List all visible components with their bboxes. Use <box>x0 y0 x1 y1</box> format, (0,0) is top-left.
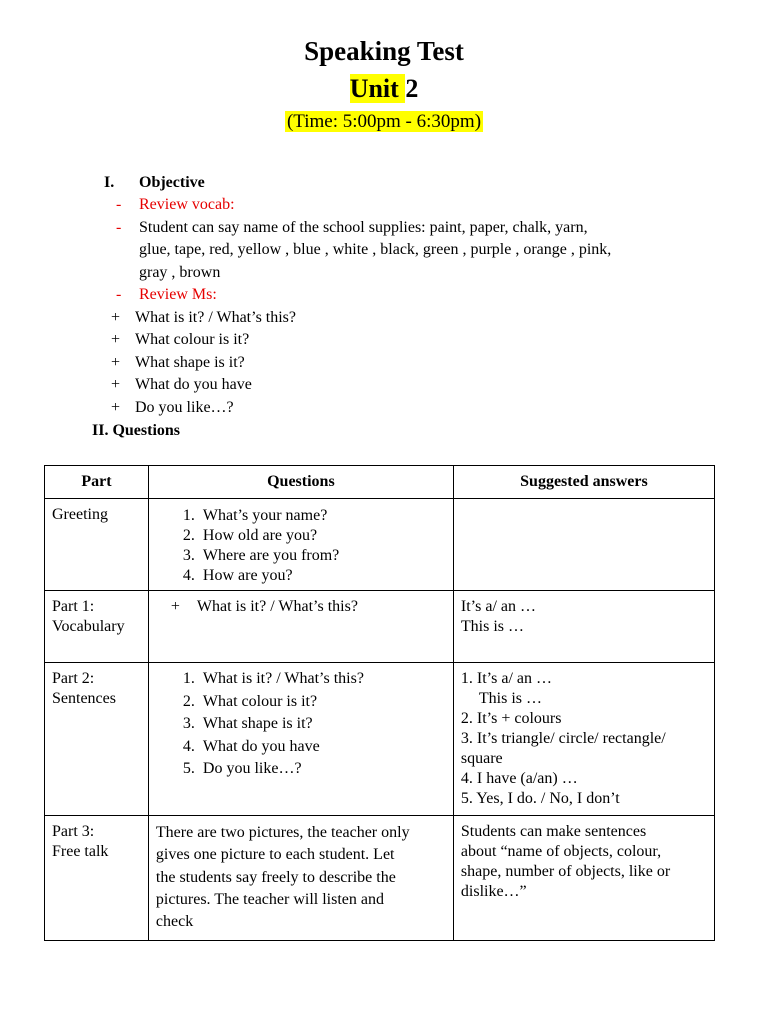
questions-cell <box>148 816 453 941</box>
list-item: 2. How old are you? <box>199 526 453 546</box>
part3-question <box>149 816 453 939</box>
answers-cell <box>453 591 714 663</box>
plus-bullet: + <box>111 354 121 371</box>
answers-cell <box>453 816 714 941</box>
answer-line: This is … <box>460 618 525 635</box>
ms-item <box>111 352 245 375</box>
part-cell <box>45 499 149 591</box>
list-item: 1. What’s your name? <box>199 506 453 526</box>
plus-bullet: + <box>111 399 121 416</box>
part-name: Sentences <box>52 690 116 707</box>
plus-bullet: + <box>111 309 121 326</box>
ms-item-text: What do you have <box>135 376 252 393</box>
ms-item <box>111 397 234 420</box>
table-row-part2 <box>45 663 715 816</box>
table-row-greeting <box>45 499 715 591</box>
dash-bullet: - <box>116 219 122 236</box>
part-number: Part 1: <box>52 598 95 615</box>
list-item: 2. What colour is it? <box>199 691 453 714</box>
table-header-row <box>45 466 715 499</box>
header-part: Part <box>45 466 149 499</box>
part-number: Part 2: <box>52 670 95 687</box>
answer-line: 3. It’s triangle/ circle/ rectangle/ <box>460 730 666 747</box>
time-range <box>0 110 768 134</box>
part-cell <box>45 816 149 941</box>
questions-cell <box>148 499 453 591</box>
ms-item <box>111 307 297 330</box>
part-cell <box>45 591 149 663</box>
vocab-line-3: gray , brown <box>139 264 221 281</box>
part-label <box>45 591 148 643</box>
list-item: 5. Do you like…? <box>199 758 453 781</box>
questions-cell <box>148 663 453 816</box>
list-item: 4. What do you have <box>199 736 453 759</box>
unit-word: Unit <box>349 74 406 103</box>
objective-title: Objective <box>139 174 205 191</box>
part-label <box>45 663 148 715</box>
plus-bullet: + <box>170 598 180 615</box>
list-item: 3. What shape is it? <box>199 713 453 736</box>
ms-item <box>111 329 250 352</box>
answer-line: 1. It’s a/ an … <box>460 670 552 687</box>
doc-title: Speaking Test <box>304 36 464 66</box>
list-item: 4. How are you? <box>199 566 453 586</box>
question-line: gives one picture to each student. Let <box>155 846 395 864</box>
greeting-questions <box>149 506 453 586</box>
dash-bullet: - <box>116 286 122 303</box>
answer-line: square <box>460 750 503 767</box>
answer-line: 5. Yes, I do. / No, I don’t <box>460 790 620 807</box>
part-label: Greeting <box>52 506 108 523</box>
questions-heading: II. Questions <box>92 422 181 439</box>
answer-line: 2. It’s + colours <box>460 710 562 727</box>
part1-answers <box>454 591 714 643</box>
part-number: Part 3: <box>52 823 95 840</box>
answer-line: It’s a/ an … <box>460 598 536 615</box>
part2-answers <box>454 663 714 815</box>
vocab-line-2: glue, tape, red, yellow , blue , white , black, green , purple , orange , pink, <box>139 241 612 258</box>
review-ms-label: Review Ms: <box>139 286 217 303</box>
ms-item-text: Do you like…? <box>135 399 234 416</box>
part-name: Vocabulary <box>52 618 125 635</box>
ms-item-text: What is it? / What’s this? <box>135 309 297 326</box>
part1-question <box>149 591 453 623</box>
part2-questions <box>149 668 453 781</box>
review-ms-item <box>116 284 217 307</box>
unit-number: 2 <box>405 74 419 103</box>
ms-item <box>111 374 252 397</box>
ms-item-text: What shape is it? <box>135 354 245 371</box>
answer-line: Students can make sentences <box>460 823 647 840</box>
answers-cell <box>453 499 714 591</box>
part-cell <box>45 663 149 816</box>
questions-table <box>44 465 715 941</box>
list-item: 1. What is it? / What’s this? <box>199 668 453 691</box>
table-row-part1 <box>45 591 715 663</box>
answer-line: This is … <box>478 690 543 707</box>
list-item: 3. Where are you from? <box>199 546 453 566</box>
part3-answers <box>454 816 714 908</box>
plus-bullet: + <box>111 376 121 393</box>
time-text: (Time: 5:00pm - 6:30pm) <box>286 111 482 132</box>
question-line: the students say freely to describe the <box>155 868 396 886</box>
header-answers: Suggested answers <box>453 466 714 499</box>
answer-line: shape, number of objects, like or <box>460 863 671 880</box>
review-vocab-item <box>116 194 235 217</box>
answer-line: about “name of objects, colour, <box>460 843 662 860</box>
answer-line: 4. I have (a/an) … <box>460 770 578 787</box>
answers-cell <box>453 663 714 816</box>
part-name: Free talk <box>52 843 109 860</box>
ms-item-text: What colour is it? <box>135 331 250 348</box>
part-label <box>45 816 148 868</box>
answer-line: dislike…” <box>460 883 527 900</box>
dash-bullet: - <box>116 196 122 213</box>
question-line: pictures. The teacher will listen and <box>155 890 384 908</box>
objective-heading <box>104 172 205 195</box>
objective-numeral: I. <box>104 174 115 191</box>
question-line: check <box>155 913 194 931</box>
question-text: What is it? / What’s this? <box>196 598 358 615</box>
header-questions: Questions <box>148 466 453 499</box>
vocab-item <box>116 217 121 240</box>
plus-bullet: + <box>111 331 121 348</box>
review-vocab-label: Review vocab: <box>139 196 235 213</box>
questions-cell <box>148 591 453 663</box>
table-row-part3 <box>45 816 715 941</box>
question-line: There are two pictures, the teacher only <box>155 824 410 841</box>
vocab-line-1: Student can say name of the school supplies: paint, paper, chalk, yarn, <box>139 219 588 236</box>
unit-heading <box>0 72 768 106</box>
